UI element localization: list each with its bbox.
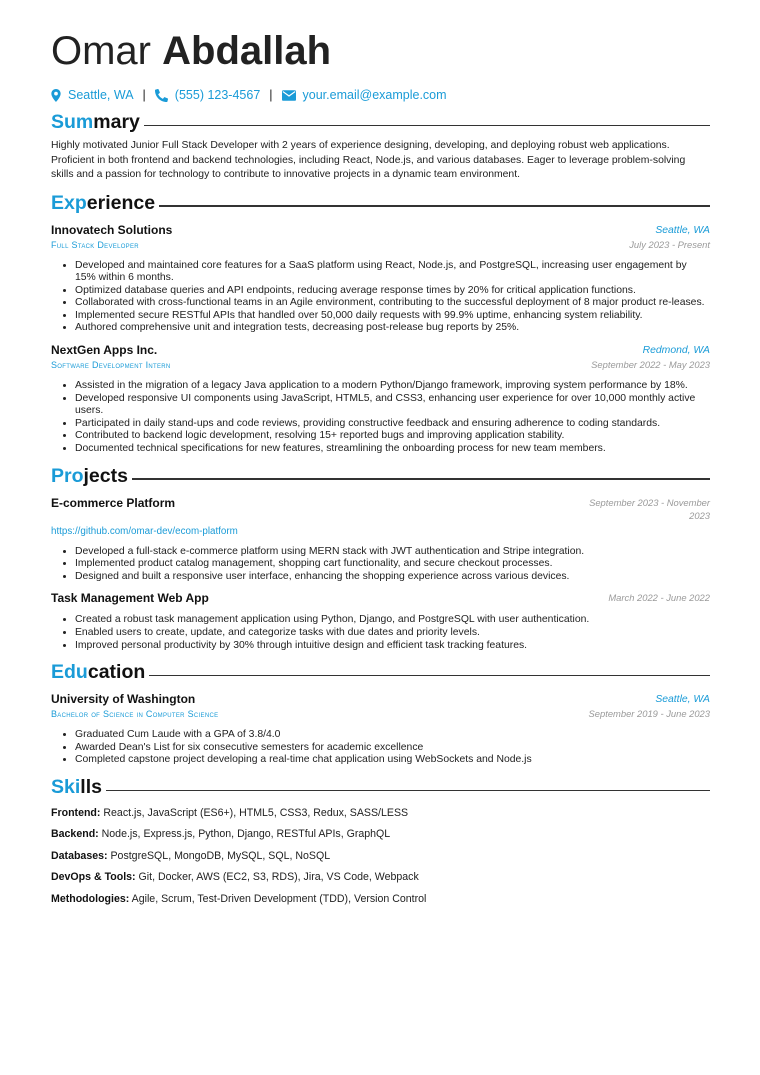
list-item: • Implemented product catalog management, shopping cart functionality, and secure checkout processes. — [75, 558, 710, 571]
project-bullets — [51, 546, 710, 584]
list-item: • Developed a full-stack e-commerce platform using MERN stack with JWT authentication and Stripe integration. — [75, 546, 710, 559]
project-title: E-commerce Platform — [51, 495, 176, 510]
list-item: • Created a robust task management application using Python, Django, and PostgreSQL with user authentication. — [75, 614, 710, 627]
list-item: • Developed responsive UI components using JavaScript, HTML5, and CSS3, enhancing user experience for over 10,000 monthly active users. — [75, 393, 710, 418]
skill-value: Agile, Scrum, Test-Driven Development (TDD), Version Control — [131, 892, 427, 905]
list-item: • Graduated Cum Laude with a GPA of 3.8/4.0 — [75, 729, 710, 742]
section-rule — [144, 125, 710, 127]
skill-row — [51, 871, 710, 884]
skill-label: Frontend: — [51, 806, 101, 819]
skills-list — [51, 807, 710, 906]
contact-separator: | — [269, 88, 273, 102]
job-location: Seattle, WA — [655, 224, 710, 236]
section-header-education — [51, 660, 710, 684]
list-item: • Awarded Dean's List for six consecutive semesters for academic excellence — [75, 742, 710, 755]
skill-label: DevOps & Tools: — [51, 871, 136, 884]
contact-location — [51, 88, 134, 102]
skill-row — [51, 850, 710, 863]
section-title — [51, 464, 128, 488]
list-item: • Collaborated with cross-functional teams in an Agile environment, contributing to the successful deployment of 8 major product re-leases. — [75, 297, 710, 310]
section-header-projects — [51, 464, 710, 488]
education-bullets — [51, 729, 710, 767]
skill-row — [51, 893, 710, 906]
skill-row — [51, 828, 710, 841]
project-dates-line1: September 2023 - November — [589, 496, 710, 508]
list-item: • Developed and maintained core features for a SaaS platform using React, Node.js, and PostgreSQL, increasing user engagement by 15% within 6 months. — [75, 260, 710, 285]
section-title-accent: Sum — [51, 111, 94, 133]
list-item: • Improved personal productivity by 30% through intuitive design and efficient task tracking features. — [75, 640, 710, 653]
degree: Bachelor of Science in Computer Science — [51, 709, 219, 720]
envelope-icon — [282, 90, 296, 101]
experience-bullets — [51, 380, 710, 456]
phone-icon — [155, 89, 168, 102]
contact-email[interactable] — [282, 88, 447, 102]
contact-phone[interactable] — [155, 88, 260, 102]
section-title-accent: Edu — [51, 661, 88, 684]
section-title — [51, 110, 140, 134]
list-item: • Optimized database queries and API endpoints, reducing average response times by 20% for critical application functions. — [75, 285, 710, 298]
skill-label: Methodologies: — [51, 892, 130, 905]
section-header-summary — [51, 110, 710, 134]
project-dates: March 2022 - June 2022 — [608, 592, 710, 604]
section-rule — [149, 675, 710, 677]
list-item: • Implemented secure RESTful APIs that handled over 50,000 daily requests with 99.9% uptime, enhancing system reliability. — [75, 310, 710, 323]
contact-line — [51, 88, 710, 102]
job-role: Full Stack Developer — [51, 239, 139, 250]
section-header-experience — [51, 191, 710, 215]
list-item: • Participated in daily stand-ups and code reviews, providing constructive feedback and ensuring adherence to coding standards. — [75, 418, 710, 431]
project-entry — [51, 591, 710, 652]
job-dates: September 2022 - May 2023 — [591, 359, 710, 371]
list-item: • Completed capstone project developing a real-time chat application using WebSockets and Node.js — [75, 754, 710, 767]
job-location: Redmond, WA — [642, 345, 710, 357]
education-dates: September 2019 - June 2023 — [588, 708, 710, 720]
section-rule — [159, 205, 710, 207]
skill-label: Databases: — [51, 849, 108, 862]
section-title-rest: cation — [87, 661, 146, 684]
skill-value: Node.js, Express.js, Python, Django, RESTful APIs, GraphQL — [101, 828, 391, 841]
project-dates — [589, 496, 710, 522]
project-link[interactable]: https://github.com/omar-dev/ecom-platform — [51, 525, 238, 537]
location-text: Seattle, WA — [68, 88, 134, 102]
section-rule — [106, 790, 710, 792]
school-location: Seattle, WA — [655, 694, 710, 706]
list-item: • Enabled users to create, update, and categorize tasks with due dates and priority levels. — [75, 627, 710, 640]
section-title-rest: jects — [83, 464, 128, 487]
section-title — [51, 191, 155, 215]
last-name: Abdallah — [162, 29, 332, 73]
education-entry — [51, 692, 710, 767]
skill-value: Git, Docker, AWS (EC2, S3, RDS), Jira, VS Code, Webpack — [138, 871, 419, 884]
project-entry — [51, 496, 710, 584]
company-name: NextGen Apps Inc. — [51, 343, 158, 358]
summary-text: Highly motivated Junior Full Stack Developer with 2 years of experience designing, developing, and deploying robust web applications. Proficient in both frontend and backend technologies, including React, Node.js, and various databases. Eager to leverage problem-solving skills and a passion for technology to contribute to innovative projects in a dynamic team environment. — [51, 140, 686, 180]
list-item: • Assisted in the migration of a legacy Java application to a modern Python/Django framework, improving system performance by 18%. — [75, 380, 710, 393]
school-name: University of Washington — [51, 692, 196, 707]
company-name: Innovatech Solutions — [51, 222, 173, 237]
list-item: • Authored comprehensive unit and integration tests, decreasing post-release bug reports by 25%. — [75, 322, 710, 335]
section-rule — [132, 478, 710, 480]
map-marker-icon — [51, 89, 61, 102]
candidate-name — [51, 28, 710, 74]
section-title-rest: lls — [80, 775, 102, 798]
project-bullets — [51, 614, 710, 652]
list-item: • Documented technical specifications for new features, streamlining the onboarding process for new team members. — [75, 443, 710, 456]
skill-label: Backend: — [51, 828, 99, 841]
skill-value: PostgreSQL, MongoDB, MySQL, SQL, NoSQL — [110, 849, 331, 862]
section-title — [51, 775, 102, 799]
job-role: Software Development Intern — [51, 360, 171, 371]
section-header-skills — [51, 775, 710, 799]
section-title — [51, 660, 145, 684]
contact-separator: | — [142, 88, 146, 102]
list-item: • Contributed to backend logic development, resolving 15+ reported bugs and improving application stability. — [75, 430, 710, 443]
experience-entry — [51, 343, 710, 456]
section-title-accent: Ski — [51, 775, 81, 798]
section-title-rest: mary — [93, 111, 140, 133]
phone-text: (555) 123-4567 — [174, 88, 261, 102]
section-title-accent: Exp — [51, 191, 87, 214]
skill-row — [51, 807, 710, 820]
experience-entry — [51, 223, 710, 336]
section-title-rest: erience — [86, 191, 156, 214]
project-title: Task Management Web App — [51, 591, 209, 606]
section-title-accent: Pro — [51, 464, 84, 487]
first-name: Omar — [51, 29, 151, 73]
email-text: your.email@example.com — [302, 88, 447, 102]
skill-value: React.js, JavaScript (ES6+), HTML5, CSS3, Redux, SASS/LESS — [103, 806, 409, 819]
job-dates: July 2023 - Present — [629, 238, 710, 250]
experience-bullets — [51, 260, 710, 336]
project-dates-line2: 2023 — [689, 509, 710, 521]
list-item: • Designed and built a responsive user interface, enhancing the shopping experience across various devices. — [75, 571, 710, 584]
